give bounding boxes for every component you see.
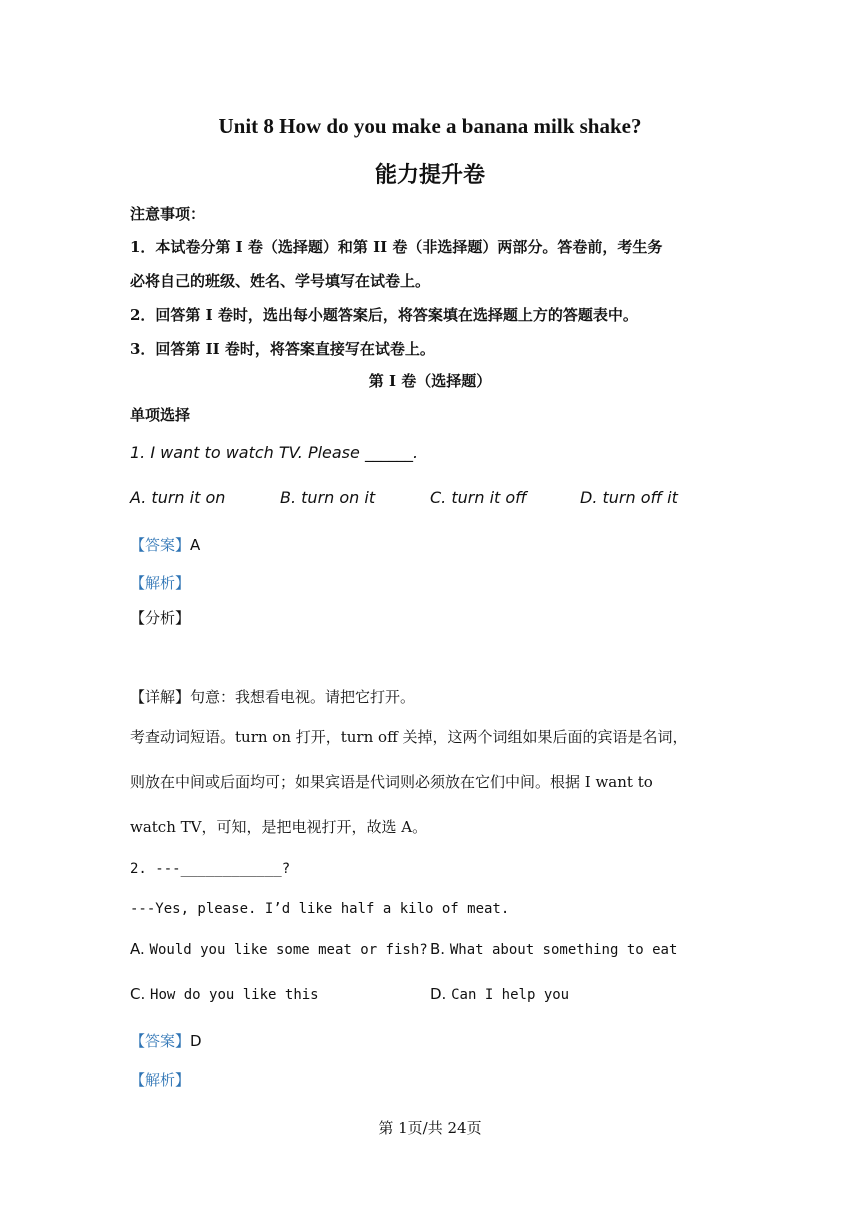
q2-option-b (430, 940, 677, 958)
note-item-3: 3．回答第 II 卷时，将答案直接写在试卷上。 (130, 340, 435, 358)
q1-detail-row (130, 686, 415, 707)
analysis-label: 【解析】 (130, 574, 191, 592)
section-category: 单项选择 (130, 406, 191, 424)
option-letter: D. (430, 985, 447, 1003)
q1-option-a: A. turn it on (130, 488, 226, 507)
detail-text: 句意：我想看电视。请把它打开。 (190, 688, 416, 706)
note-item-2: 2．回答第 I 卷时，选出每小题答案后，将答案填在选择题上方的答题表中。 (130, 306, 638, 324)
detail-label: 【详解】 (130, 688, 191, 706)
q2-option-a (130, 940, 428, 958)
q1-analysis-row (130, 572, 190, 593)
q2-answer-row (130, 1030, 202, 1051)
q2-stem: 2. ---____________? (130, 861, 291, 877)
option-letter: C. (130, 985, 146, 1003)
q1-explain-line-1: 考查动词短语。turn on 打开，turn off 关掉，这两个词组如果后面的宾语是名词， (130, 728, 688, 746)
q1-option-b: B. turn on it (280, 488, 376, 507)
analysis-label: 【解析】 (130, 1071, 191, 1089)
page-subtitle: 能力提升卷 (374, 163, 485, 188)
notes-heading: 注意事项： (130, 205, 206, 223)
option-letter: B. (430, 940, 446, 958)
q2-option-d (430, 985, 569, 1003)
section-title: 第 I 卷（选择题） (368, 372, 492, 390)
q2-reply: ---Yes, please. I’d like half a kilo of meat. (130, 901, 510, 917)
q1-option-c: C. turn it off (430, 488, 527, 507)
note-item-1-line-2: 必将自己的班级、姓名、学号填写在试卷上。 (130, 272, 431, 290)
answer-label: 【答案】 (130, 536, 191, 554)
option-text: Would you like some meat or fish? (149, 942, 428, 958)
q2-option-c (130, 985, 319, 1003)
q1-stem: 1. I want to watch TV. Please ______. (130, 443, 419, 462)
option-text: How do you like this (150, 987, 319, 1003)
q1-explain-line-2: 则放在中间或后面均可；如果宾语是代词则必须放在它们中间。根据 I want to (130, 773, 653, 791)
q1-fenxi-label: 【分析】 (130, 609, 191, 627)
page-footer: 第 1页/共 24页 (378, 1119, 482, 1137)
note-item-1-line-1: 1．本试卷分第 I 卷（选择题）和第 II 卷（非选择题）两部分。答卷前，考生务 (130, 238, 663, 256)
q1-answer-value: A (190, 536, 201, 554)
option-text: What about something to eat (449, 942, 678, 958)
q2-answer-value: D (190, 1032, 202, 1050)
q1-option-d: D. turn off it (580, 488, 678, 507)
page-title: Unit 8 How do you make a banana milk shake? (218, 114, 642, 138)
q1-explain-line-3: watch TV，可知，是把电视打开，故选 A。 (130, 818, 428, 836)
q1-answer-row (130, 534, 200, 555)
option-letter: A. (130, 940, 145, 958)
option-text: Can I help you (451, 987, 570, 1003)
answer-label: 【答案】 (130, 1032, 191, 1050)
q2-analysis-row (130, 1069, 190, 1090)
